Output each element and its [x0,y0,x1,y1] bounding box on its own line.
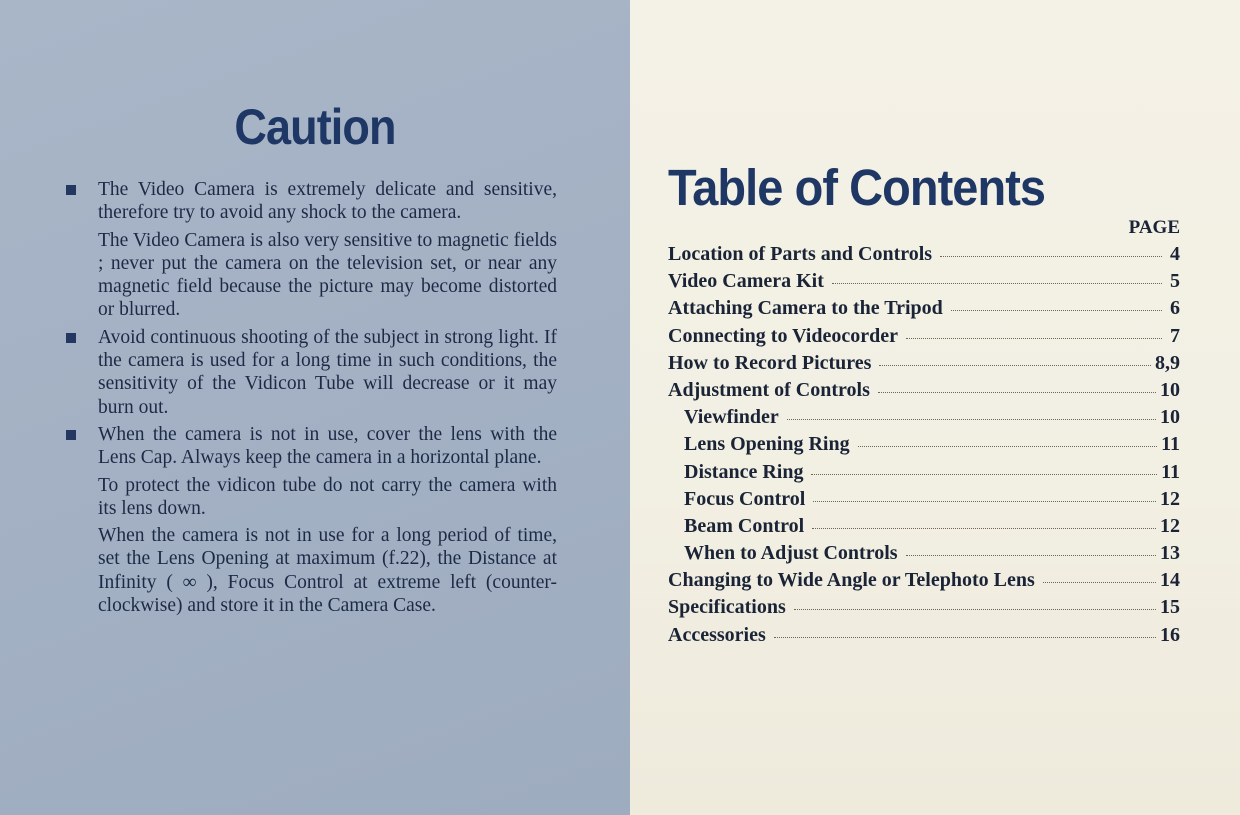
dot-leader [858,445,1157,447]
toc-entry-label: Viewfinder [684,406,779,429]
toc-entry-label: Connecting to Videocorder [668,324,898,347]
toc-entry-label: Video Camera Kit [668,270,824,293]
dot-leader [878,391,1156,393]
toc-entry-connecting-videocorder[interactable] [668,323,1180,350]
caution-paragraph: To protect the vidicon tube do not carry the camera with its lens down. [98,474,557,519]
dot-leader [813,500,1156,502]
toc-entry-page: 12 [1160,514,1180,537]
square-bullet-icon [66,430,76,440]
caution-item [60,423,557,617]
toc-entry-label: Attaching Camera to the Tripod [668,297,943,320]
toc-entry-label: Accessories [668,623,766,646]
dot-leader [787,418,1156,420]
dot-leader [879,364,1151,366]
toc-entry-label: Adjustment of Controls [668,378,870,401]
caution-item [60,178,557,322]
toc-entry-page: 13 [1160,542,1180,565]
toc-entry-page: 10 [1160,378,1180,401]
square-bullet-icon [66,333,76,343]
toc-entry-label: Beam Control [684,514,805,537]
toc-entry-accessories[interactable] [668,622,1180,649]
dot-leader [774,636,1156,638]
toc-entry-label: Changing to Wide Angle or Telephoto Lens [668,569,1035,592]
toc-entry-page: 6 [1170,297,1180,320]
toc-list [668,241,1180,649]
toc-entry-label: When to Adjust Controls [684,542,898,565]
toc-entry-page: 14 [1160,569,1180,592]
toc-entry-video-camera-kit[interactable] [668,268,1180,295]
toc-entry-beam-control[interactable] [668,513,1180,540]
toc-entry-label: Lens Opening Ring [684,433,850,456]
dot-leader [794,608,1156,610]
toc-entry-how-to-record[interactable] [668,350,1180,377]
dot-leader [812,527,1156,529]
dot-leader [811,473,1157,475]
toc-entry-page: 4 [1170,243,1180,265]
page-column-header: PAGE [1128,217,1180,238]
toc-entry-label: Specifications [668,596,786,619]
dot-leader [1043,581,1156,583]
square-bullet-icon [66,185,76,195]
toc-entry-changing-lens[interactable] [668,567,1180,594]
toc-entry-page: 10 [1160,406,1180,429]
caution-list [60,178,557,621]
toc-entry-distance-ring[interactable] [668,459,1180,486]
toc-entry-location-of-parts[interactable] [668,241,1180,268]
dot-leader [906,554,1156,556]
toc-entry-label: How to Record Pictures [668,351,872,374]
toc-entry-adjustment-of-controls[interactable] [668,377,1180,404]
caution-title: Caution [234,99,396,155]
toc-entry-specifications[interactable] [668,594,1180,621]
caution-paragraph: The Video Camera is also very sensitive to magnetic fields ; never put the camera on the television set, or near any magnetic field because the picture may become distorted or blurred. [98,229,557,321]
toc-entry-page: 12 [1160,487,1180,510]
dot-leader [940,255,1162,257]
caution-item [60,326,557,419]
dot-leader [951,309,1162,311]
toc-entry-page: 7 [1170,324,1180,347]
toc-entry-page: 8,9 [1155,351,1180,374]
toc-entry-page: 15 [1160,596,1180,619]
toc-entry-label: Focus Control [684,487,806,510]
toc-title: Table of Contents [668,159,1046,216]
toc-entry-page: 11 [1161,433,1180,456]
toc-entry-focus-control[interactable] [668,486,1180,513]
toc-entry-page: 16 [1160,623,1180,646]
caution-paragraph: When the camera is not in use for a long period of time, set the Lens Opening at maximum (f.22), the Distance at Infinity ( ∞ ), Focus Control at extreme left (counter-clockwise) and store it in the Camera Case. [98,525,557,617]
toc-entry-label: Location of Parts and Controls [668,243,933,265]
dot-leader [832,282,1162,284]
caution-paragraph: When the camera is not in use, cover the lens with the Lens Cap. Always keep the camera in a horizontal plane. [98,423,557,469]
toc-entry-viewfinder[interactable] [668,404,1180,431]
toc-entry-page: 5 [1170,270,1180,293]
toc-entry-when-to-adjust[interactable] [668,540,1180,567]
toc-entry-page: 11 [1161,460,1180,483]
toc-entry-attaching-camera[interactable] [668,295,1180,322]
toc-entry-lens-opening-ring[interactable] [668,431,1180,458]
toc-entry-label: Distance Ring [684,460,804,483]
dot-leader [906,337,1162,339]
caution-paragraph: The Video Camera is extremely delicate and sensitive, therefore try to avoid any shock to the camera. [98,179,557,224]
caution-paragraph: Avoid continuous shooting of the subject in strong light. If the camera is used for a long time in such conditions, the sensitivity of the Vidicon Tube will decrease or it may burn out. [98,326,557,418]
